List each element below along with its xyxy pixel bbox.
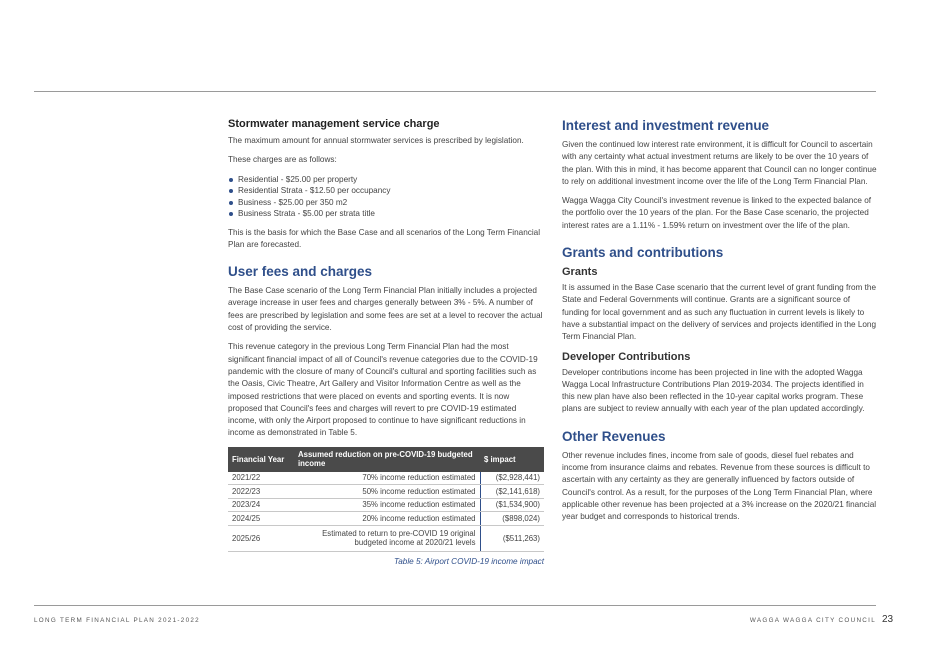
table-row (228, 525, 544, 551)
footer-council-name: WAGGA WAGGA CITY COUNCIL (749, 617, 876, 624)
table-caption: Table 5: Airport COVID-19 income impact (393, 556, 544, 566)
cell-impact: ($2,141,618) (480, 485, 544, 499)
stormwater-paragraph-1: The maximum amount for annual stormwater services is prescribed by legislation. (228, 136, 524, 145)
page-number: 23 (882, 614, 894, 625)
list-item: Business - $25.00 per 350 m2 (228, 197, 544, 209)
bottom-rule (34, 605, 876, 606)
left-column (228, 118, 544, 566)
interest-paragraph-2: Wagga Wagga City Council's investment revenue is linked to the expected balance of the portfolio over the 10 years of the plan. For the Base Case scenario, the projected interest rates are a 1.11% - 1.59% return on investment over the life of the plan. (562, 196, 872, 230)
cell-impact: ($898,024) (480, 512, 544, 526)
cell-year: 2023/24 (228, 498, 294, 512)
other-revenues-paragraph: Other revenue includes fines, income from sale of goods, diesel fuel rebates and income from insurance claims and rebates. Revenue from these sources is difficult to ascertain with any certainty as they are generally influenced by factors outside of Council's control. As a result, for the purposes of the Long Term Financial Plan, where applicable other revenue has been projected at a 3% increase on the 2020/21 financial year budget and corresponds to historical trends. (562, 450, 877, 522)
cell-reduction: 70% income reduction estimated (294, 472, 480, 485)
grants-paragraph: It is assumed in the Base Case scenario that the current level of grant funding from the State and Federal Governments will continue. Grants are a significant source of funding for local government and as such any fluctuation in current levels is likely to have a substantial impact on the delivery of services and projects identified in the Long Term Financial Plan. (562, 283, 877, 342)
header-financial-year: Financial Year (228, 447, 294, 472)
cell-year: 2025/26 (228, 525, 294, 551)
table-row (228, 498, 544, 512)
cell-impact: ($511,263) (480, 525, 544, 551)
cell-reduction: 20% income reduction estimated (294, 512, 480, 526)
cell-reduction: 35% income reduction estimated (294, 498, 480, 512)
list-item: Residential Strata - $12.50 per occupancy (228, 185, 544, 197)
cell-year: 2024/25 (228, 512, 294, 526)
grants-heading: Grants and contributions (562, 245, 724, 261)
cell-year: 2022/23 (228, 485, 294, 499)
table-row (228, 472, 544, 485)
right-column (562, 118, 878, 531)
list-item: Residential - $25.00 per property (228, 174, 544, 186)
cell-reduction: 50% income reduction estimated (294, 485, 480, 499)
stormwater-paragraph-2: These charges are as follows: (228, 155, 337, 165)
user-fees-paragraph-1: The Base Case scenario of the Long Term Financial Plan initially includes a projected average increase in user fees and charges generally between 3% - 5%. A number of fees are prescribed by legislation and some fees are set at a level to recover the actual cost of providing the service. (228, 286, 543, 333)
other-revenues-heading: Other Revenues (562, 428, 666, 444)
developer-contributions-subheading: Developer Contributions (562, 350, 691, 363)
top-rule (34, 91, 876, 92)
developer-contributions-paragraph: Developer contributions income has been projected in line with the adopted Wagga Wagga Local Infrastructure Contributions Plan 2019-2034. The projects identified in this new plan have also been reflected in the 10-year capital works program. These plans are subject to review annually with each year of the plan updated accordingly. (562, 367, 865, 414)
user-fees-paragraph-2: This revenue category in the previous Long Term Financial Plan had the most significant financial impact of all of Council's revenue categories due to the COVID-19 pandemic with the closure of many of Council's cultural and sporting facilities such as the Oasis, Civic Theatre, Art Gallery and Visitor Information Centre as well as the imposed restrictions that were placed on events and sporting events. It is now proposed that Council's fees and charges will revert to pre COVID-19 estimated income, with only the Airport proposed to continue to have significant reductions in income as demonstrated in Table 5. (228, 342, 538, 438)
stormwater-paragraph-3: This is the basis for which the Base Case and all scenarios of the Long Term Financial Plan are forecasted. (228, 227, 541, 249)
stormwater-heading: Stormwater management service charge (228, 118, 440, 130)
header-assumed-reduction: Assumed reduction on pre-COVID-19 budgeted income (294, 447, 480, 472)
grants-subheading: Grants (562, 266, 598, 279)
list-item: Business Strata - $5.00 per strata title (228, 208, 544, 220)
header-impact: $ impact (480, 447, 544, 472)
table-header-row (228, 447, 544, 472)
stormwater-charges-list (228, 174, 544, 220)
cell-year: 2021/22 (228, 472, 294, 485)
interest-heading: Interest and investment revenue (562, 118, 770, 133)
airport-income-table (228, 447, 544, 552)
footer-document-title: LONG TERM FINANCIAL PLAN 2021-2022 (34, 617, 200, 624)
user-fees-heading: User fees and charges (228, 264, 373, 280)
cell-reduction: Estimated to return to pre-COVID 19 original budgeted income at 2020/21 levels (294, 525, 480, 551)
cell-impact: ($1,534,900) (480, 498, 544, 512)
table-row (228, 512, 544, 526)
interest-paragraph-1: Given the continued low interest rate environment, it is difficult for Council to ascertain with any certainty what actual investment returns are likely to be over the 10 years of the plan. With this in mind, it has become apparent that Council can no longer continue to rely on additional investment income over the life of the Long Term Financial Plan. (562, 140, 877, 186)
cell-impact: ($2,928,441) (480, 472, 544, 485)
table-row (228, 485, 544, 499)
